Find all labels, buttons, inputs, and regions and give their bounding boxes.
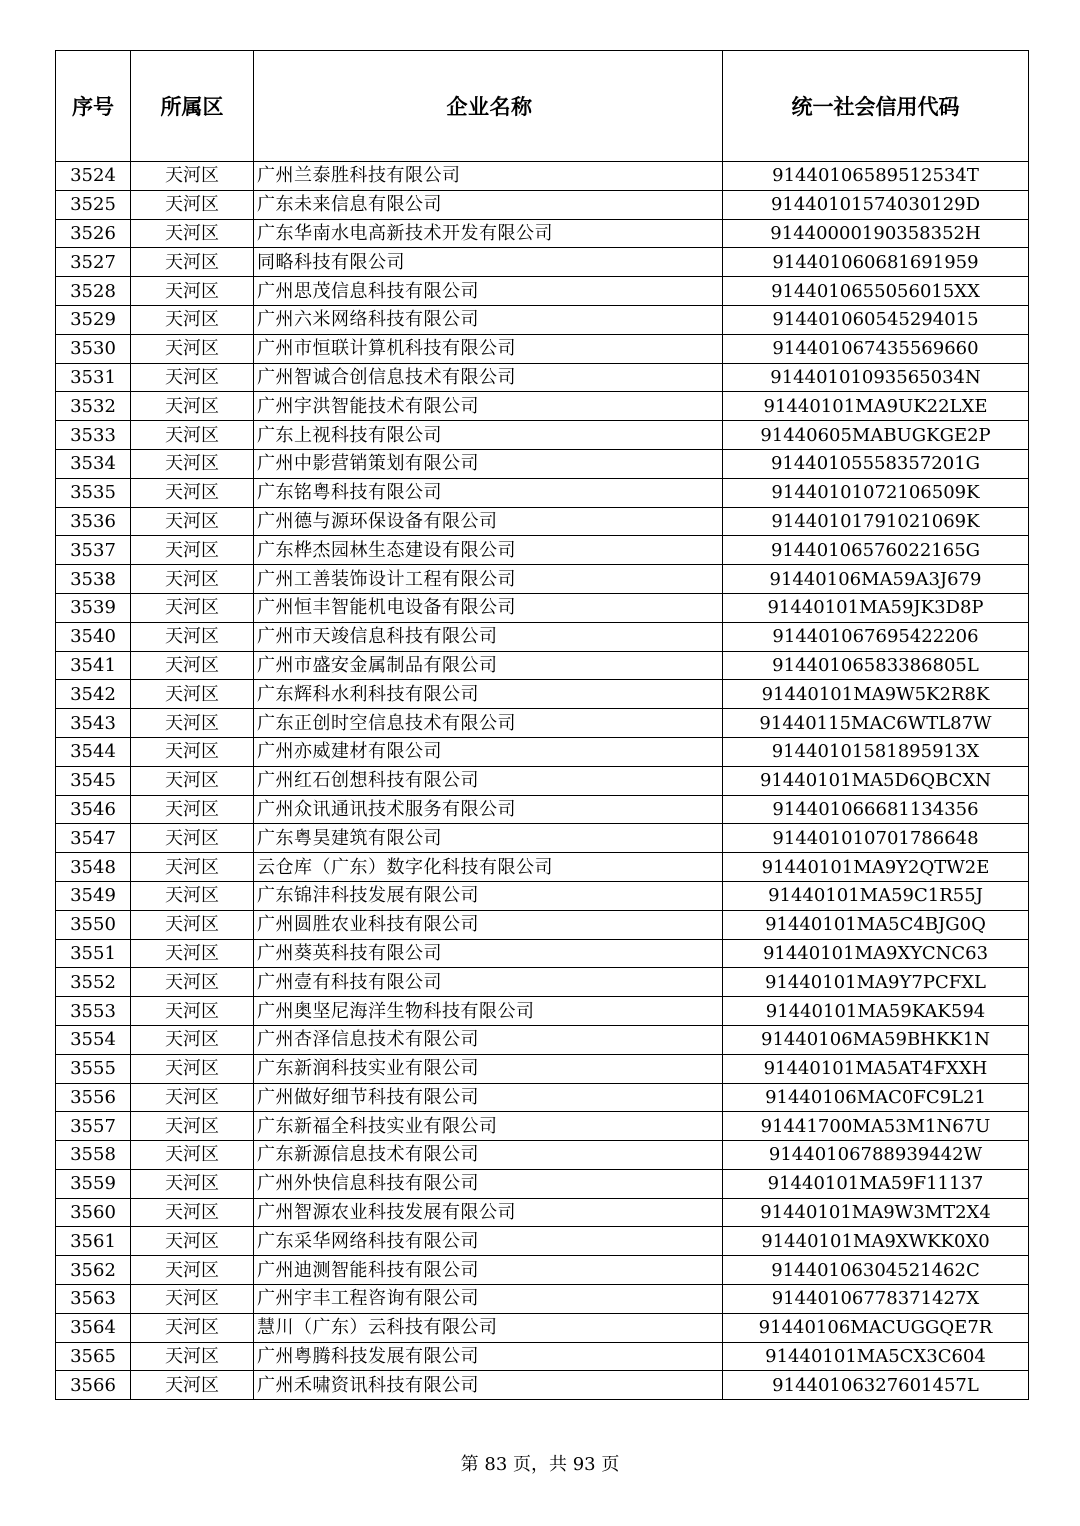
- cell-district: 天河区: [131, 1285, 254, 1314]
- cell-district: 天河区: [131, 737, 254, 766]
- table-row: [56, 190, 1029, 219]
- cell-serial-number: 3540: [56, 622, 131, 651]
- cell-district: 天河区: [131, 1083, 254, 1112]
- cell-company-name: 广州德与源环保设备有限公司: [254, 507, 723, 536]
- cell-district: 天河区: [131, 305, 254, 334]
- cell-serial-number: 3528: [56, 277, 131, 306]
- cell-serial-number: 3541: [56, 651, 131, 680]
- cell-credit-code: 91440101MA5CX3C604: [723, 1342, 1029, 1371]
- cell-district: 天河区: [131, 824, 254, 853]
- cell-company-name: 广州中影营销策划有限公司: [254, 449, 723, 478]
- cell-district: 天河区: [131, 622, 254, 651]
- cell-credit-code: 91440106304521462C: [723, 1256, 1029, 1285]
- cell-company-name: 广东桦杰园林生态建设有限公司: [254, 536, 723, 565]
- cell-district: 天河区: [131, 680, 254, 709]
- cell-serial-number: 3549: [56, 881, 131, 910]
- cell-company-name: 广州智诚合创信息技术有限公司: [254, 363, 723, 392]
- cell-serial-number: 3542: [56, 680, 131, 709]
- table-row: [56, 449, 1029, 478]
- table-row: [56, 709, 1029, 738]
- cell-company-name: 广州市天竣信息科技有限公司: [254, 622, 723, 651]
- cell-company-name: 广州奥坚尼海洋生物科技有限公司: [254, 997, 723, 1026]
- cell-credit-code: 91440106MACUGGQE7R: [723, 1313, 1029, 1342]
- cell-serial-number: 3558: [56, 1141, 131, 1170]
- table-row: [56, 1025, 1029, 1054]
- cell-company-name: 慧川（广东）云科技有限公司: [254, 1313, 723, 1342]
- table-row: [56, 939, 1029, 968]
- cell-district: 天河区: [131, 363, 254, 392]
- cell-company-name: 广东新源信息技术有限公司: [254, 1141, 723, 1170]
- cell-credit-code: 91440101MA9XWKK0X0: [723, 1227, 1029, 1256]
- cell-company-name: 云仓库（广东）数字化科技有限公司: [254, 853, 723, 882]
- cell-serial-number: 3562: [56, 1256, 131, 1285]
- cell-serial-number: 3536: [56, 507, 131, 536]
- cell-district: 天河区: [131, 1371, 254, 1400]
- cell-company-name: 广州众讯通讯技术服务有限公司: [254, 795, 723, 824]
- table-row: [56, 421, 1029, 450]
- cell-credit-code: 91441700MA53M1N67U: [723, 1112, 1029, 1141]
- table-row: [56, 507, 1029, 536]
- cell-district: 天河区: [131, 190, 254, 219]
- table-row: [56, 536, 1029, 565]
- cell-district: 天河区: [131, 1112, 254, 1141]
- cell-company-name: 广东粤昊建筑有限公司: [254, 824, 723, 853]
- cell-district: 天河区: [131, 565, 254, 594]
- cell-serial-number: 3525: [56, 190, 131, 219]
- cell-district: 天河区: [131, 968, 254, 997]
- cell-serial-number: 3538: [56, 565, 131, 594]
- cell-serial-number: 3535: [56, 478, 131, 507]
- cell-serial-number: 3531: [56, 363, 131, 392]
- cell-serial-number: 3554: [56, 1025, 131, 1054]
- table-row: [56, 1256, 1029, 1285]
- cell-district: 天河区: [131, 853, 254, 882]
- cell-serial-number: 3563: [56, 1285, 131, 1314]
- cell-company-name: 广州外快信息科技有限公司: [254, 1169, 723, 1198]
- cell-credit-code: 91440605MABUGKGE2P: [723, 421, 1029, 450]
- cell-company-name: 广州禾啸资讯科技有限公司: [254, 1371, 723, 1400]
- table-row: [56, 1141, 1029, 1170]
- cell-district: 天河区: [131, 939, 254, 968]
- table-row: [56, 277, 1029, 306]
- cell-district: 天河区: [131, 1025, 254, 1054]
- cell-credit-code: 91440101MA5C4BJG0Q: [723, 910, 1029, 939]
- cell-serial-number: 3524: [56, 162, 131, 191]
- cell-district: 天河区: [131, 334, 254, 363]
- cell-district: 天河区: [131, 1342, 254, 1371]
- cell-company-name: 广东采华网络科技有限公司: [254, 1227, 723, 1256]
- table-row: [56, 219, 1029, 248]
- cell-company-name: 广东锦沣科技发展有限公司: [254, 881, 723, 910]
- table-row: [56, 565, 1029, 594]
- cell-serial-number: 3565: [56, 1342, 131, 1371]
- cell-district: 天河区: [131, 910, 254, 939]
- table-row: [56, 1285, 1029, 1314]
- cell-credit-code: 91440115MAC6WTL87W: [723, 709, 1029, 738]
- cell-district: 天河区: [131, 709, 254, 738]
- cell-district: 天河区: [131, 1198, 254, 1227]
- cell-credit-code: 91440101072106509K: [723, 478, 1029, 507]
- cell-serial-number: 3530: [56, 334, 131, 363]
- cell-credit-code: 91440106327601457L: [723, 1371, 1029, 1400]
- cell-company-name: 广东上视科技有限公司: [254, 421, 723, 450]
- table-row: [56, 593, 1029, 622]
- table-row: [56, 1112, 1029, 1141]
- cell-serial-number: 3559: [56, 1169, 131, 1198]
- cell-district: 天河区: [131, 651, 254, 680]
- cell-credit-code: 91440101MA9XYCNC63: [723, 939, 1029, 968]
- cell-company-name: 广东新福全科技实业有限公司: [254, 1112, 723, 1141]
- header-district: 所属区: [131, 51, 254, 162]
- cell-district: 天河区: [131, 507, 254, 536]
- cell-credit-code: 91440101MA59KAK594: [723, 997, 1029, 1026]
- cell-company-name: 广州圆胜农业科技有限公司: [254, 910, 723, 939]
- table-row: [56, 997, 1029, 1026]
- cell-district: 天河区: [131, 593, 254, 622]
- cell-district: 天河区: [131, 1256, 254, 1285]
- table-row: [56, 622, 1029, 651]
- cell-company-name: 广州市恒联计算机科技有限公司: [254, 334, 723, 363]
- cell-credit-code: 91440106MA59BHKK1N: [723, 1025, 1029, 1054]
- cell-district: 天河区: [131, 248, 254, 277]
- cell-serial-number: 3543: [56, 709, 131, 738]
- cell-serial-number: 3566: [56, 1371, 131, 1400]
- cell-company-name: 广州做好细节科技有限公司: [254, 1083, 723, 1112]
- cell-credit-code: 91440106788939442W: [723, 1141, 1029, 1170]
- cell-credit-code: 914401060681691959: [723, 248, 1029, 277]
- cell-serial-number: 3533: [56, 421, 131, 450]
- table-row: [56, 1083, 1029, 1112]
- table-header-row: [56, 51, 1029, 162]
- cell-credit-code: 91440106576022165G: [723, 536, 1029, 565]
- cell-company-name: 广州壹有科技有限公司: [254, 968, 723, 997]
- cell-company-name: 广东铭粤科技有限公司: [254, 478, 723, 507]
- cell-district: 天河区: [131, 536, 254, 565]
- cell-serial-number: 3527: [56, 248, 131, 277]
- cell-company-name: 广州工善装饰设计工程有限公司: [254, 565, 723, 594]
- header-credit-code: 统一社会信用代码: [723, 51, 1029, 162]
- header-serial-number: 序号: [56, 51, 131, 162]
- cell-credit-code: 91440106MA59A3J679: [723, 565, 1029, 594]
- cell-credit-code: 914401067695422206: [723, 622, 1029, 651]
- cell-serial-number: 3544: [56, 737, 131, 766]
- cell-credit-code: 914401067435569660: [723, 334, 1029, 363]
- cell-district: 天河区: [131, 449, 254, 478]
- cell-serial-number: 3556: [56, 1083, 131, 1112]
- cell-credit-code: 91440101MA9W5K2R8K: [723, 680, 1029, 709]
- cell-credit-code: 91440101791021069K: [723, 507, 1029, 536]
- cell-company-name: 广州红石创想科技有限公司: [254, 766, 723, 795]
- cell-credit-code: 91440106583386805L: [723, 651, 1029, 680]
- cell-district: 天河区: [131, 277, 254, 306]
- cell-credit-code: 91440106MAC0FC9L21: [723, 1083, 1029, 1112]
- cell-credit-code: 91440101MA5D6QBCXN: [723, 766, 1029, 795]
- cell-credit-code: 91440101MA5AT4FXXH: [723, 1054, 1029, 1083]
- table-row: [56, 651, 1029, 680]
- cell-company-name: 广州兰泰胜科技有限公司: [254, 162, 723, 191]
- table-row: [56, 910, 1029, 939]
- cell-credit-code: 91440101MA9Y7PCFXL: [723, 968, 1029, 997]
- cell-company-name: 广州恒丰智能机电设备有限公司: [254, 593, 723, 622]
- cell-credit-code: 91440101MA59C1R55J: [723, 881, 1029, 910]
- table-row: [56, 737, 1029, 766]
- table-row: [56, 1169, 1029, 1198]
- cell-district: 天河区: [131, 881, 254, 910]
- cell-district: 天河区: [131, 997, 254, 1026]
- cell-credit-code: 91440101MA9Y2QTW2E: [723, 853, 1029, 882]
- cell-company-name: 广州思茂信息科技有限公司: [254, 277, 723, 306]
- cell-serial-number: 3561: [56, 1227, 131, 1256]
- header-company-name: 企业名称: [254, 51, 723, 162]
- cell-serial-number: 3553: [56, 997, 131, 1026]
- cell-credit-code: 914401010701786648: [723, 824, 1029, 853]
- cell-credit-code: 91440106778371427X: [723, 1285, 1029, 1314]
- table-row: [56, 248, 1029, 277]
- cell-district: 天河区: [131, 1313, 254, 1342]
- table-row: [56, 1313, 1029, 1342]
- cell-district: 天河区: [131, 162, 254, 191]
- table-row: [56, 392, 1029, 421]
- cell-serial-number: 3550: [56, 910, 131, 939]
- cell-serial-number: 3545: [56, 766, 131, 795]
- cell-serial-number: 3564: [56, 1313, 131, 1342]
- cell-company-name: 同略科技有限公司: [254, 248, 723, 277]
- table-row: [56, 1227, 1029, 1256]
- cell-company-name: 广东辉科水利科技有限公司: [254, 680, 723, 709]
- table-row: [56, 680, 1029, 709]
- cell-company-name: 广州宇洪智能技术有限公司: [254, 392, 723, 421]
- cell-company-name: 广州宇丰工程咨询有限公司: [254, 1285, 723, 1314]
- cell-district: 天河区: [131, 1227, 254, 1256]
- cell-credit-code: 91440101MA59JK3D8P: [723, 593, 1029, 622]
- table-row: [56, 334, 1029, 363]
- cell-company-name: 广州亦威建材有限公司: [254, 737, 723, 766]
- cell-serial-number: 3529: [56, 305, 131, 334]
- cell-district: 天河区: [131, 795, 254, 824]
- cell-serial-number: 3526: [56, 219, 131, 248]
- cell-credit-code: 91440101MA59F11137: [723, 1169, 1029, 1198]
- cell-serial-number: 3532: [56, 392, 131, 421]
- table-row: [56, 968, 1029, 997]
- cell-credit-code: 91440101MA9W3MT2X4: [723, 1198, 1029, 1227]
- table-row: [56, 1198, 1029, 1227]
- cell-company-name: 广州市盛安金属制品有限公司: [254, 651, 723, 680]
- cell-serial-number: 3539: [56, 593, 131, 622]
- table-row: [56, 478, 1029, 507]
- cell-serial-number: 3560: [56, 1198, 131, 1227]
- cell-district: 天河区: [131, 1141, 254, 1170]
- cell-company-name: 广州葵英科技有限公司: [254, 939, 723, 968]
- cell-credit-code: 9144010658951253​4T: [723, 162, 1029, 191]
- table-row: [56, 795, 1029, 824]
- cell-credit-code: 914401066681134356: [723, 795, 1029, 824]
- table-row: [56, 853, 1029, 882]
- table-body: [56, 162, 1029, 1400]
- cell-company-name: 广州智源农业科技发展有限公司: [254, 1198, 723, 1227]
- cell-credit-code: 91440105558357201G: [723, 449, 1029, 478]
- cell-district: 天河区: [131, 478, 254, 507]
- table-row: [56, 162, 1029, 191]
- page-number-footer: 第 83 页，共 93 页: [460, 1454, 620, 1475]
- cell-serial-number: 3557: [56, 1112, 131, 1141]
- cell-credit-code: 91440101581895913X: [723, 737, 1029, 766]
- cell-credit-code: 91440000190358352H: [723, 219, 1029, 248]
- table-row: [56, 363, 1029, 392]
- cell-district: 天河区: [131, 421, 254, 450]
- cell-district: 天河区: [131, 1169, 254, 1198]
- cell-serial-number: 3547: [56, 824, 131, 853]
- table-row: [56, 1371, 1029, 1400]
- cell-district: 天河区: [131, 392, 254, 421]
- cell-company-name: 广东正创时空信息技术有限公司: [254, 709, 723, 738]
- cell-serial-number: 3537: [56, 536, 131, 565]
- cell-company-name: 广州粤腾科技发展有限公司: [254, 1342, 723, 1371]
- cell-company-name: 广东华南水电高新技术开发有限公司: [254, 219, 723, 248]
- cell-serial-number: 3555: [56, 1054, 131, 1083]
- cell-serial-number: 3552: [56, 968, 131, 997]
- table-row: [56, 881, 1029, 910]
- cell-company-name: 广州六米网络科技有限公司: [254, 305, 723, 334]
- table-row: [56, 766, 1029, 795]
- cell-serial-number: 3534: [56, 449, 131, 478]
- cell-company-name: 广州杏泽信息技术有限公司: [254, 1025, 723, 1054]
- cell-company-name: 广州迪测智能科技有限公司: [254, 1256, 723, 1285]
- cell-credit-code: 91440101574030129D: [723, 190, 1029, 219]
- cell-district: 天河区: [131, 219, 254, 248]
- cell-company-name: 广东新润科技实业有限公司: [254, 1054, 723, 1083]
- cell-district: 天河区: [131, 1054, 254, 1083]
- cell-company-name: 广东未来信息有限公司: [254, 190, 723, 219]
- cell-credit-code: 914401060545294015: [723, 305, 1029, 334]
- table-row: [56, 1342, 1029, 1371]
- table-row: [56, 824, 1029, 853]
- table-row: [56, 305, 1029, 334]
- table-row: [56, 1054, 1029, 1083]
- cell-credit-code: 9144010655056015XX: [723, 277, 1029, 306]
- cell-serial-number: 3546: [56, 795, 131, 824]
- cell-credit-code: 91440101MA9UK22LXE: [723, 392, 1029, 421]
- company-table: [55, 50, 1029, 1400]
- cell-serial-number: 3548: [56, 853, 131, 882]
- cell-district: 天河区: [131, 766, 254, 795]
- cell-credit-code: 91440101093565034N: [723, 363, 1029, 392]
- cell-serial-number: 3551: [56, 939, 131, 968]
